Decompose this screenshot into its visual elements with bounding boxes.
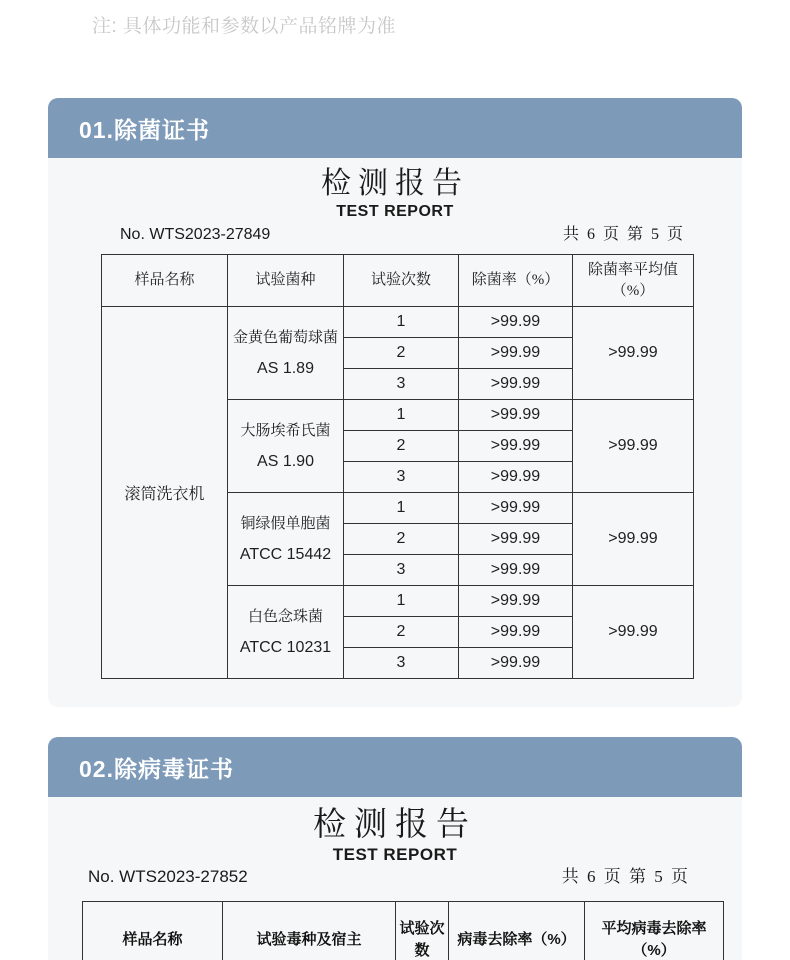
report2-meta-row (48, 867, 742, 887)
average-rate-cell: >99.99 (573, 400, 694, 493)
col-header-virus-host: 试验毒种及宿主 (223, 902, 396, 960)
section1-band-title: 01.除菌证书 (79, 116, 210, 143)
average-rate-cell: >99.99 (573, 307, 694, 400)
col-header-trial-count: 试验次数 (396, 902, 449, 960)
strain-code: AS 1.89 (257, 360, 314, 377)
table-row (102, 307, 694, 338)
section2-header-band (48, 737, 742, 797)
trial-no-cell: 3 (344, 555, 459, 586)
removal-rate-cell: >99.99 (459, 400, 573, 431)
section-virus-cert (48, 737, 742, 960)
bacteria-test-table (101, 254, 694, 679)
trial-no-cell: 3 (344, 462, 459, 493)
strain-code: ATCC 15442 (239, 546, 332, 563)
trial-no-cell: 2 (344, 524, 459, 555)
removal-rate-cell: >99.99 (459, 586, 573, 617)
report2-title-cn: 检测报告 (313, 807, 477, 843)
removal-rate-cell: >99.99 (459, 617, 573, 648)
removal-rate-cell: >99.99 (459, 524, 573, 555)
report1-page-info: 共 6 页 第 5 页 (562, 226, 685, 243)
section-bacteria-cert (48, 98, 742, 707)
removal-rate-cell: >99.99 (459, 462, 573, 493)
species-name: 金黄色葡萄球菌 (232, 330, 338, 346)
report1-number: No. WTS2023-27849 (120, 226, 271, 243)
removal-rate-cell: >99.99 (459, 369, 573, 400)
report1-title-en: TEST REPORT (336, 203, 454, 220)
report2-title-en: TEST REPORT (332, 845, 458, 864)
col-header-virus-removal-rate: 病毒去除率（%） (449, 902, 585, 960)
trial-no-cell: 2 (344, 431, 459, 462)
report2-page-info: 共 6 页 第 5 页 (561, 867, 690, 886)
removal-rate-cell: >99.99 (459, 648, 573, 679)
section2-band-title: 02.除病毒证书 (79, 755, 234, 782)
species-cell (228, 400, 344, 493)
bacteria-table-header (102, 255, 694, 307)
species-name: 大肠埃希氏菌 (240, 423, 331, 439)
strain-code: AS 1.90 (257, 453, 314, 470)
trial-no-cell: 2 (344, 338, 459, 369)
strain-code: ATCC 10231 (239, 639, 332, 656)
trial-no-cell: 2 (344, 617, 459, 648)
table-header-row (102, 255, 694, 307)
species-cell (228, 307, 344, 400)
species-cell (228, 493, 344, 586)
col-header-sample-name: 样品名称 (102, 255, 228, 307)
trial-no-cell: 3 (344, 648, 459, 679)
species-name: 白色念珠菌 (247, 609, 323, 625)
col-header-average-rate: 除菌率平均值（%） (573, 255, 694, 307)
section2-card (48, 797, 742, 960)
species-cell (228, 586, 344, 679)
report2-number: No. WTS2023-27852 (88, 867, 248, 886)
removal-rate-cell: >99.99 (459, 493, 573, 524)
virus-test-table (82, 901, 724, 960)
trial-no-cell: 1 (344, 307, 459, 338)
trial-no-cell: 1 (344, 400, 459, 431)
report1-title-cn: 检测报告 (321, 167, 469, 200)
bacteria-table-body (102, 307, 694, 679)
product-note: 注: 具体功能和参数以产品铭牌为准 (92, 16, 397, 37)
col-header-sample-name: 样品名称 (83, 902, 223, 960)
col-header-trial-count: 试验次数 (344, 255, 459, 307)
report1-meta-row (48, 225, 742, 244)
trial-no-cell: 1 (344, 493, 459, 524)
col-header-test-species: 试验菌种 (228, 255, 344, 307)
col-header-average-virus-removal-rate: 平均病毒去除率（%） (585, 902, 724, 960)
section1-header-band (48, 98, 742, 158)
section1-card (48, 158, 742, 707)
removal-rate-cell: >99.99 (459, 431, 573, 462)
trial-no-cell: 3 (344, 369, 459, 400)
removal-rate-cell: >99.99 (459, 307, 573, 338)
average-rate-cell: >99.99 (573, 493, 694, 586)
removal-rate-cell: >99.99 (459, 555, 573, 586)
col-header-removal-rate: 除菌率（%） (459, 255, 573, 307)
virus-table-header (83, 902, 724, 960)
trial-no-cell: 1 (344, 586, 459, 617)
removal-rate-cell: >99.99 (459, 338, 573, 369)
average-rate-cell: >99.99 (573, 586, 694, 679)
table-header-row (83, 902, 724, 960)
species-name: 铜绿假单胞菌 (240, 516, 331, 532)
sample-name-cell: 滚筒洗衣机 (102, 307, 228, 679)
